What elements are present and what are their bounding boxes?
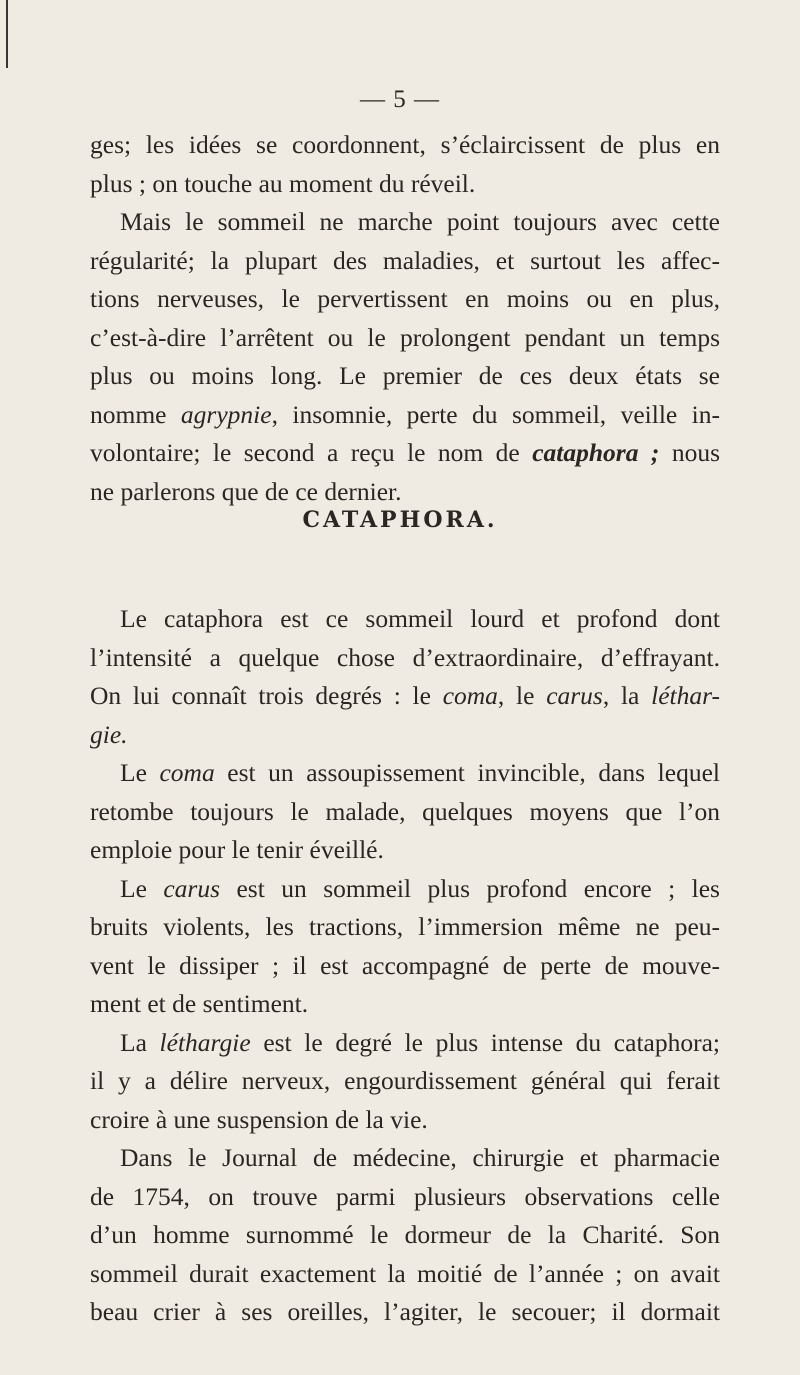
- text-block-top: [90, 126, 720, 511]
- text-line: Mais le sommeil ne marche point toujours avec cette: [120, 207, 720, 236]
- italic-term: carus: [163, 873, 221, 903]
- italic-term: léthargie: [159, 1027, 251, 1057]
- italic-term: agrypnie: [180, 399, 272, 429]
- text-line: ne parlerons que de ce dernier.: [90, 476, 402, 506]
- text-run: Le: [120, 758, 160, 787]
- binding-edge: [6, 0, 8, 68]
- text-line: retombe toujours le malade, quelques moyens que l’on: [90, 796, 720, 826]
- italic-term: coma: [159, 758, 215, 787]
- text-run: Le: [120, 873, 164, 903]
- text-line: ment et de sentiment.: [90, 989, 309, 1018]
- text-run: est un assoupissement invincible, dans lequel: [214, 758, 720, 787]
- text-line: l’intensité a quelque chose d’extraordinaire, d’effrayant.: [90, 642, 720, 672]
- text-run: nous: [659, 438, 720, 467]
- text-line: emploie pour le tenir éveillé.: [90, 835, 384, 864]
- text-run: , la: [602, 681, 652, 710]
- text-line: [90, 716, 720, 755]
- text-run: volontaire; le second a reçu le nom de: [90, 438, 533, 467]
- bold-italic-term: cataphora ;: [532, 438, 660, 467]
- text-run: nomme: [90, 399, 181, 429]
- text-line: régularité; la plupart des maladies, et surtout les affec-: [90, 245, 720, 275]
- text-line: [90, 1024, 720, 1063]
- text-line: c’est-à-dire l’arrêtent ou le prolongent pendant un temps: [90, 322, 720, 352]
- section-heading: CATAPHORA.: [302, 507, 498, 533]
- page-number: — 5 —: [360, 86, 440, 113]
- text-line: [90, 754, 720, 793]
- text-run: On lui connaît trois degrés : le: [90, 681, 443, 710]
- italic-term: gie.: [90, 719, 128, 749]
- italic-term: léthar-: [651, 681, 721, 710]
- text-run: est un sommeil plus profond encore ; les: [220, 873, 720, 903]
- text-line: beau crier à ses oreilles, l’agiter, le secouer; il dormait: [90, 1297, 720, 1326]
- italic-term: carus: [546, 681, 603, 710]
- text-line: [90, 870, 720, 909]
- text-run: est le degré le plus intense du cataphora;: [250, 1027, 720, 1057]
- text-line: Le cataphora est ce sommeil lourd et profond dont: [120, 604, 720, 633]
- text-run: La: [120, 1027, 160, 1057]
- text-line: tions nerveuses, le pervertissent en moins ou en plus,: [90, 284, 720, 313]
- text-line: croire à une suspension de la vie.: [90, 1104, 428, 1134]
- text-line: il y a délire nerveux, engourdissement général qui ferait: [90, 1066, 720, 1095]
- text-line: plus ; on touche au moment du réveil.: [90, 168, 476, 198]
- text-line: ges; les idées se coordonnent, s’éclaircissent de plus en: [90, 130, 720, 159]
- text-run: , insomnie, perte du sommeil, veille in-: [271, 399, 720, 429]
- text-line: d’un homme surnommé le dormeur de la Charité. Son: [90, 1220, 720, 1249]
- text-line: vent le dissiper ; il est accompagné de perte de mouve-: [90, 950, 720, 980]
- text-block-bottom: [90, 600, 720, 1332]
- text-line: Dans le Journal de médecine, chirurgie et pharmacie: [120, 1143, 720, 1172]
- text-line: bruits violents, les tractions, l’immersion même ne peu-: [90, 912, 720, 941]
- text-run: , le: [497, 681, 547, 710]
- text-line: [90, 396, 720, 435]
- italic-term: coma: [442, 681, 498, 710]
- text-line: sommeil durait exactement la moitié de l’année ; on avait: [90, 1258, 720, 1288]
- text-line: [90, 677, 720, 716]
- text-line: plus ou moins long. Le premier de ces deux états se: [90, 361, 720, 390]
- text-line: de 1754, on trouve parmi plusieurs observations celle: [90, 1181, 720, 1211]
- text-line: [90, 434, 720, 473]
